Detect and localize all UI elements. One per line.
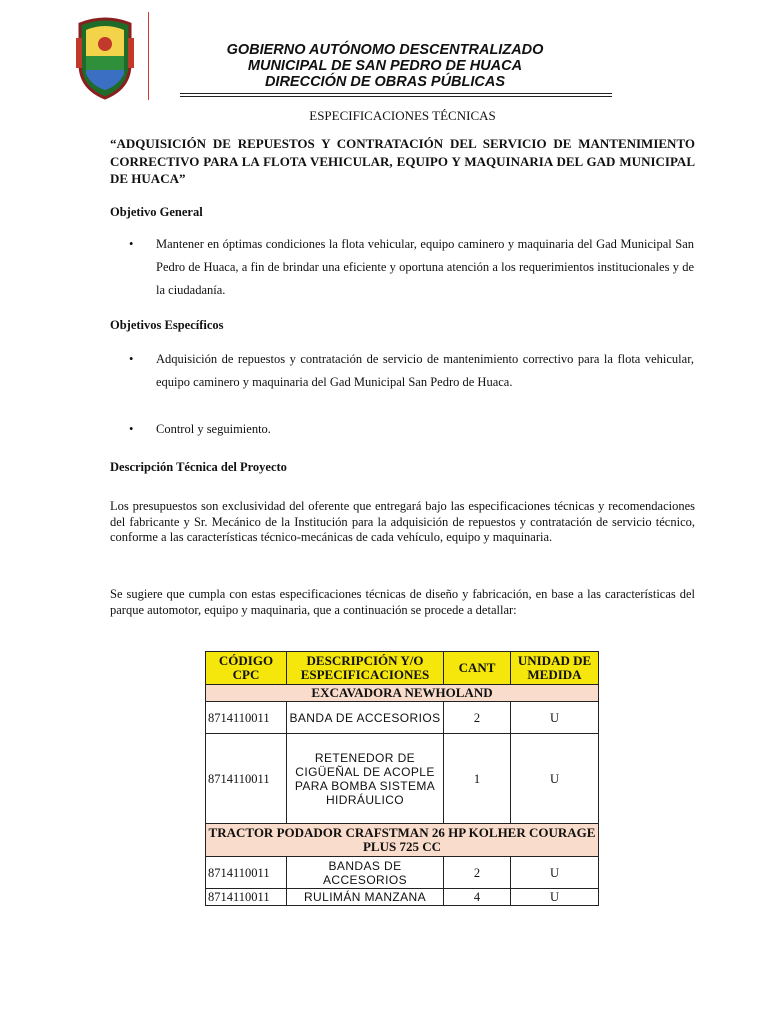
cell-cant: 2 <box>444 702 511 734</box>
cell-unidad: U <box>511 734 599 824</box>
section-row <box>206 685 599 702</box>
table-row <box>206 702 599 734</box>
bullet-text: Adquisición de repuestos y contratación de servicio de mantenimiento correctivo para la flota vehicular, equipo caminero y maquinaria del Gad Municipal San Pedro de Huaca. <box>156 352 694 389</box>
section-title: EXCAVADORA NEWHOLAND <box>206 685 599 702</box>
cell-unidad: U <box>511 702 599 734</box>
document-title: ESPECIFICACIONES TÉCNICAS <box>309 108 496 123</box>
bullet-objetivo-general <box>129 233 694 302</box>
cell-codigo: 8714110011 <box>206 702 287 734</box>
table-header-row <box>206 652 599 685</box>
header-rule-top <box>180 93 612 94</box>
header-unidad: UNIDAD DE MEDIDA <box>511 652 599 685</box>
bullet-dot: • <box>129 422 134 436</box>
header-line-2: MUNICIPAL DE SAN PEDRO DE HUACA <box>247 58 523 74</box>
institution-header <box>180 42 590 90</box>
section-row <box>206 824 599 857</box>
cell-cant: 1 <box>444 734 511 824</box>
bullet-dot: • <box>129 237 134 251</box>
section-title: TRACTOR PODADOR CRAFSTMAN 26 HP KOLHER COURAGE PLUS 725 CC <box>206 824 599 857</box>
cell-codigo: 8714110011 <box>206 857 287 889</box>
heading-objetivo-general: Objetivo General <box>110 205 203 219</box>
cell-descripcion: BANDA DE ACCESORIOS <box>287 702 444 734</box>
header-rule-bottom <box>180 96 612 97</box>
cell-unidad: U <box>511 889 599 906</box>
cell-cant: 2 <box>444 857 511 889</box>
bullet-especifico-2 <box>129 418 694 441</box>
heading-objetivos-especificos: Objetivos Específicos <box>110 318 224 332</box>
project-title: “ADQUISICIÓN DE REPUESTOS Y CONTRATACIÓN DEL SERVICIO DE MANTENIMIENTO CORRECTIVO PARA LA FLOTA VEHICULAR, EQUIPO Y MAQUINARIA DEL GAD MUNICIPAL DE HUACA” <box>110 136 695 186</box>
bullet-dot: • <box>129 352 134 366</box>
heading-descripcion-tecnica: Descripción Técnica del Proyecto <box>110 460 287 474</box>
header-line-3: DIRECCIÓN DE OBRAS PÚBLICAS <box>264 74 506 90</box>
paragraph-presupuestos: Los presupuestos son exclusividad del oferente que entregará bajo las especificaciones técnicas y recomendaciones del fabricante y Sr. Mecánico de la Institución para la adquisición de repuestos y contratación de servicio técnico, conforme a las características técnico-mecánicas de cada vehículo, equipo y maquinaria. <box>110 499 695 544</box>
municipal-seal-logo <box>74 16 136 100</box>
bullet-text: Mantener en óptimas condiciones la flota vehicular, equipo caminero y maquinaria del Gad Municipal San Pedro de Huaca, a fin de brindar una eficiente y oportuna atención a los requerimientos institucionales y de la ciudadanía. <box>156 237 694 297</box>
bullet-especifico-1 <box>129 348 694 394</box>
cell-codigo: 8714110011 <box>206 889 287 906</box>
cell-descripcion: RETENEDOR DE CIGÜEÑAL DE ACOPLE PARA BOMBA SISTEMA HIDRÁULICO <box>287 734 444 824</box>
table-row <box>206 734 599 824</box>
header-descripcion: DESCRIPCIÓN Y/O ESPECIFICACIONES <box>287 652 444 685</box>
cell-descripcion: RULIMÁN MANZANA <box>287 889 444 906</box>
header-line-1: GOBIERNO AUTÓNOMO DESCENTRALIZADO <box>226 42 544 58</box>
table-row <box>206 889 599 906</box>
cell-codigo: 8714110011 <box>206 734 287 824</box>
cell-cant: 4 <box>444 889 511 906</box>
cell-descripcion: BANDAS DE ACCESORIOS <box>287 857 444 889</box>
cell-unidad: U <box>511 857 599 889</box>
table-row <box>206 857 599 889</box>
specifications-table <box>205 651 599 906</box>
header-divider-red <box>148 12 149 100</box>
header-codigo: CÓDIGO CPC <box>206 652 287 685</box>
bullet-text: Control y seguimiento. <box>156 422 271 436</box>
paragraph-sugerencia: Se sugiere que cumpla con estas especificaciones técnicas de diseño y fabricación, en base a las características del parque automotor, equipo y maquinaria, que a continuación se procede a detallar: <box>110 587 695 617</box>
header-cant: CANT <box>444 652 511 685</box>
